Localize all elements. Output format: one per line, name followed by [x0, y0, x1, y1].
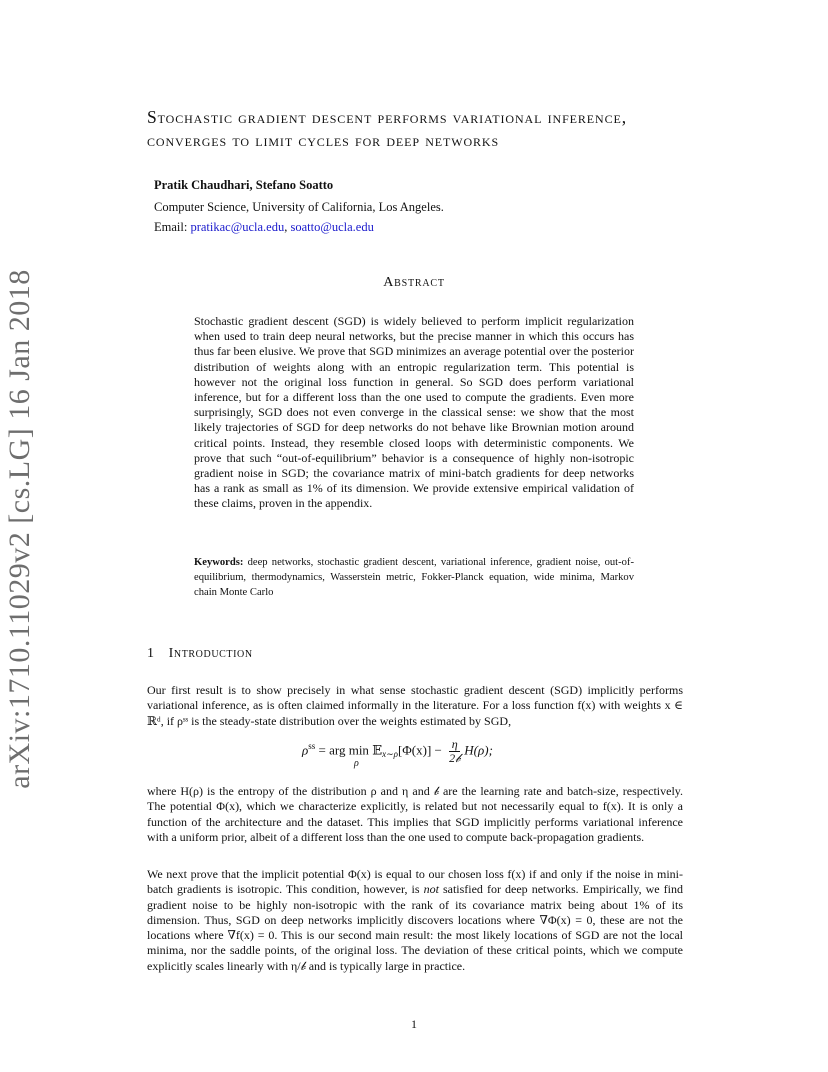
affiliation: Computer Science, University of California, Los Angeles.: [154, 200, 444, 214]
abstract-heading: Abstract: [383, 275, 445, 290]
eq-bracket: [Φ(x)]: [397, 742, 432, 758]
intro-paragraph-3: [147, 867, 683, 974]
eq-lhs: ρ: [302, 742, 309, 758]
paper-title: Stochastic gradient descent performs variational inference, converges to limit cycles for deep networks: [147, 107, 627, 150]
keywords: [194, 555, 634, 600]
intro-p3-part-b: satisfied for deep networks. Empirically, we find gradient noise to be highly non-isotropic with the rank of its covariance matrix being about 1% of its dimension. Thus, SGD on deep networks implicitly discovers locations where ∇Φ(x) = 0, these are not the locations where ∇f(x) = 0. This is our second main result: the most likely locations of SGD are not the local minima, nor the saddle points, of the original loss. The deviation of these critical points, which we compute explicitly scales linearly with η/𝒷 and is typically large in practice.: [147, 882, 683, 973]
intro-paragraph-1: Our first result is to show precisely in what sense stochastic gradient descent (SGD) implicitly performs variational inference, as is often claimed informally in the literature. For a loss function f(x) with weights x ∈ ℝᵈ, if ρˢˢ is the steady-state distribution over the weights estimated by SGD,: [147, 683, 683, 728]
keywords-label: Keywords:: [194, 557, 244, 568]
eq-argmin-subscript: ρ: [354, 758, 359, 769]
section-number: 1: [147, 646, 155, 661]
author-list: Pratik Chaudhari, Stefano Soatto: [154, 178, 334, 192]
steady-state-equation: [302, 737, 493, 769]
email-separator: ,: [284, 220, 291, 234]
intro-paragraph-2: where H(ρ) is the entropy of the distribution ρ and η and 𝒷 are the learning rate and batch-size, respectively. The potential Φ(x), which we characterize explicitly, is related but not necessarily equal to f(x). It is only a function of the architecture and the dataset. This implies that SGD implicitly performs variational inference with a uniform prior, albeit of a different loss than the one used to compute back-propagation gradients.: [147, 784, 683, 844]
email-line: [154, 220, 374, 235]
arxiv-identifier-stamp: arXiv:1710.11029v2 [cs.LG] 16 Jan 2018: [3, 269, 36, 789]
intro-p3-emphasis: not: [423, 882, 439, 897]
eq-lhs-superscript: ss: [308, 741, 316, 752]
abstract-body: Stochastic gradient descent (SGD) is widely believed to perform implicit regularization when used to train deep neural networks, but the precise manner in which this occurs has thus far been elusive. We prove that SGD minimizes an average potential over the posterior distribution of weights along with an entropic regularization term. This potential is however not the original loss function in general. So SGD does perform variational inference, but for a different loss than the one used to compute the gradients. Even more surprisingly, SGD does not even converge in the classical sense: we show that the most likely trajectories of SGD for deep networks do not behave like Brownian motion around critical points. Instead, they resemble closed loops with deterministic components. We prove that such “out-of-equilibrium” behavior is a consequence of highly non-isotropic gradient noise in SGD; the covariance matrix of mini-batch gradients for deep networks has a rank as small as 1% of its dimension. We provide extensive empirical validation of these claims, proven in the appendix.: [194, 314, 634, 511]
email-link-soatto[interactable]: soatto@ucla.edu: [290, 220, 374, 234]
section-heading-introduction: [147, 646, 253, 662]
keywords-list: deep networks, stochastic gradient descent, variational inference, gradient noise, out-of-equilibrium, thermodynamics, Wasserstein metric, Fokker-Planck equation, wide minima, Markov chain Monte Carlo: [194, 557, 634, 598]
eq-argmin: = arg min: [315, 742, 373, 758]
eq-fraction-denominator: 2𝒷: [449, 751, 461, 765]
eq-expectation: 𝔼: [372, 742, 383, 758]
email-label: Email:: [154, 220, 191, 234]
intro-p3-part-a: We next prove that the implicit potential Φ(x) is equal to our chosen loss f(x) if and only if the noise in mini-batch gradients is isotropic. This condition, however, is: [147, 867, 683, 897]
email-link-chaudhari[interactable]: pratikac@ucla.edu: [190, 220, 285, 234]
section-title: Introduction: [168, 646, 253, 661]
eq-entropy-term: H(ρ);: [464, 742, 493, 758]
eq-fraction: [449, 738, 460, 765]
eq-expectation-subscript: x∼ρ: [382, 749, 398, 760]
eq-fraction-numerator: η: [449, 738, 460, 752]
eq-minus: −: [431, 742, 446, 758]
page-number: 1: [411, 1017, 417, 1031]
